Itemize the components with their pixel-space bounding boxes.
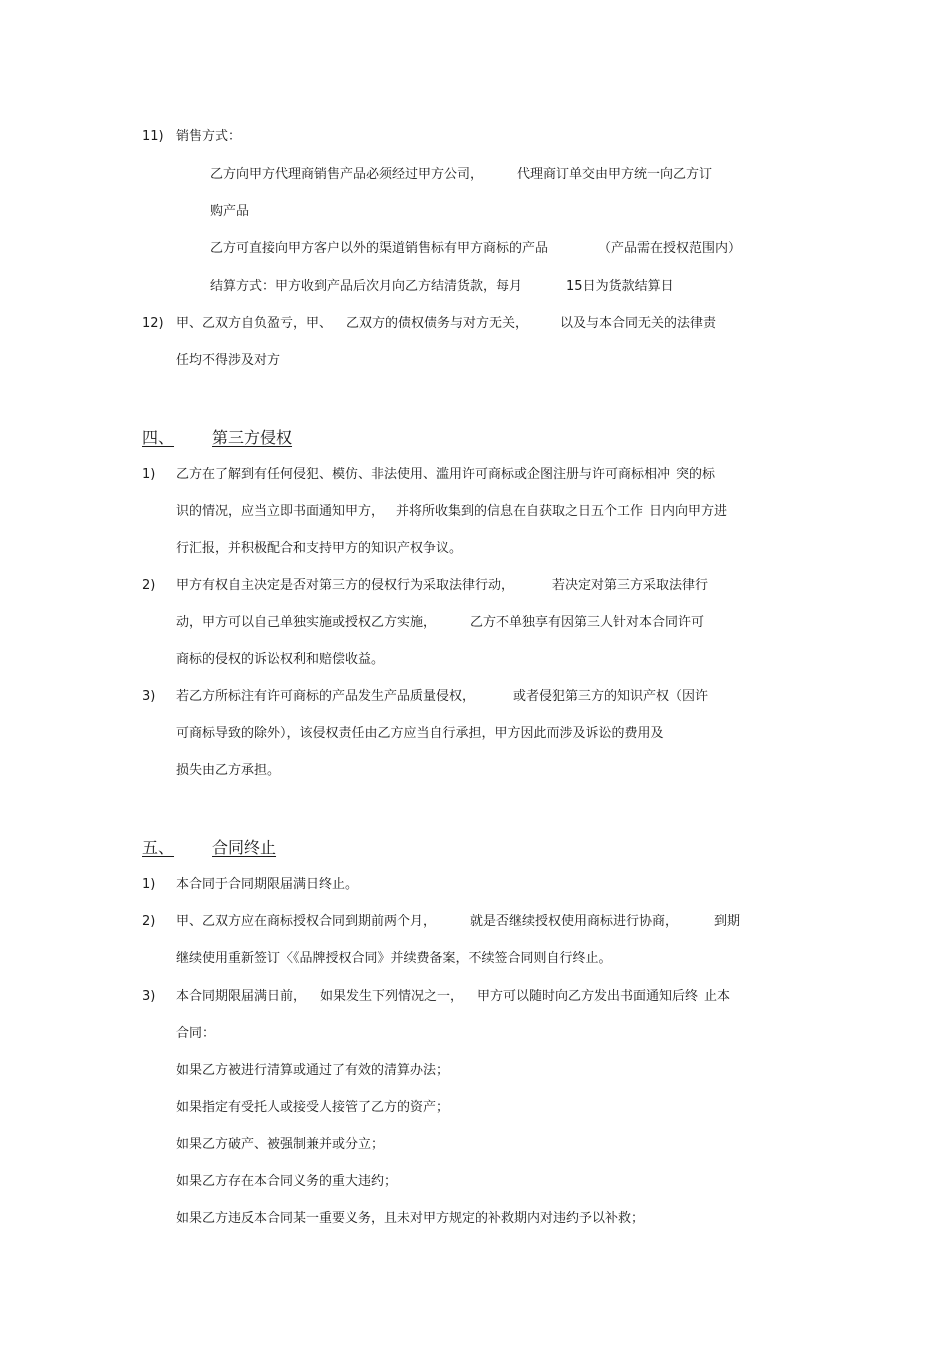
item-number: 1) bbox=[142, 877, 156, 892]
list-item: 如果乙方违反本合同某一重要义务，且未对甲方规定的补救期内对违约予以补救； bbox=[176, 1211, 645, 1226]
item-number: 3) bbox=[142, 989, 156, 1004]
paragraph-line: 可商标导致的除外），该侵权责任由乙方应当自行承担，甲方因此而涉及诉讼的费用及 bbox=[176, 726, 664, 741]
item-number: 3) bbox=[142, 689, 156, 704]
item-number: 12) bbox=[142, 316, 164, 331]
paragraph-line: 甲方有权自主决定是否对第三方的侵权行为采取法律行动， 若决定对第三方采取法律行 bbox=[176, 578, 709, 593]
paragraph-line: 识的情况，应当立即书面通知甲方， 并将所收集到的信息在自获取之日五个工作 日内向甲方进 bbox=[176, 504, 728, 519]
list-item: 如果乙方被进行清算或通过了有效的清算办法； bbox=[176, 1063, 450, 1078]
paragraph-line: 商标的侵权的诉讼权利和赔偿收益。 bbox=[176, 652, 385, 667]
paragraph-line: 结算方式：甲方收到产品后次月向乙方结清货款，每月 15日为货款结算日 bbox=[210, 279, 674, 294]
paragraph-line: 任均不得涉及对方 bbox=[176, 353, 281, 368]
section-heading: 五、 合同终止 bbox=[142, 838, 277, 857]
paragraph-line: 甲、乙双方应在商标授权合同到期前两个月， 就是否继续授权使用商标进行协商， 到期 bbox=[176, 914, 741, 929]
list-item: 如果乙方存在本合同义务的重大违约； bbox=[176, 1174, 398, 1189]
item-number: 1) bbox=[142, 467, 156, 482]
paragraph-line: 若乙方所标注有许可商标的产品发生产品质量侵权， 或者侵犯第三方的知识产权（因许 bbox=[176, 689, 709, 704]
paragraph-line: 继续使用重新签订〈《品牌授权合同》并续费备案，不续签合同则自行终止。 bbox=[176, 951, 612, 966]
paragraph-line: 甲、乙双方自负盈亏，甲、 乙双方的债权债务与对方无关， 以及与本合同无关的法律责 bbox=[176, 316, 717, 331]
paragraph-line: 乙方向甲方代理商销售产品必须经过甲方公司， 代理商订单交由甲方统一向乙方订 bbox=[210, 167, 713, 182]
paragraph-line: 损失由乙方承担。 bbox=[176, 763, 281, 778]
paragraph-line: 本合同期限届满日前， 如果发生下列情况之一， 甲方可以随时向乙方发出书面通知后终 止本 bbox=[176, 989, 731, 1004]
paragraph-line: 行汇报，并积极配合和支持甲方的知识产权争议。 bbox=[176, 541, 463, 556]
section-heading: 四、 第三方侵权 bbox=[142, 428, 293, 447]
list-item: 如果指定有受托人或接受人接管了乙方的资产； bbox=[176, 1100, 450, 1115]
paragraph-line: 本合同于合同期限届满日终止。 bbox=[176, 877, 359, 892]
paragraph-line: 合同： bbox=[176, 1026, 216, 1041]
list-item: 如果乙方破产、被强制兼并或分立； bbox=[176, 1137, 385, 1152]
paragraph-line: 乙方可直接向甲方客户以外的渠道销售标有甲方商标的产品 （产品需在授权范围内） bbox=[210, 241, 742, 256]
paragraph-line: 动，甲方可以自己单独实施或授权乙方实施， 乙方不单独享有因第三人针对本合同许可 bbox=[176, 615, 705, 630]
paragraph-line: 购产品 bbox=[210, 204, 250, 219]
item-number: 2) bbox=[142, 578, 156, 593]
item-number: 2) bbox=[142, 914, 156, 929]
item-number: 11) bbox=[142, 129, 164, 144]
item-title: 销售方式： bbox=[176, 129, 242, 144]
paragraph-line: 乙方在了解到有任何侵犯、模仿、非法使用、滥用许可商标或企图注册与许可商标相冲 突的标 bbox=[176, 467, 716, 482]
